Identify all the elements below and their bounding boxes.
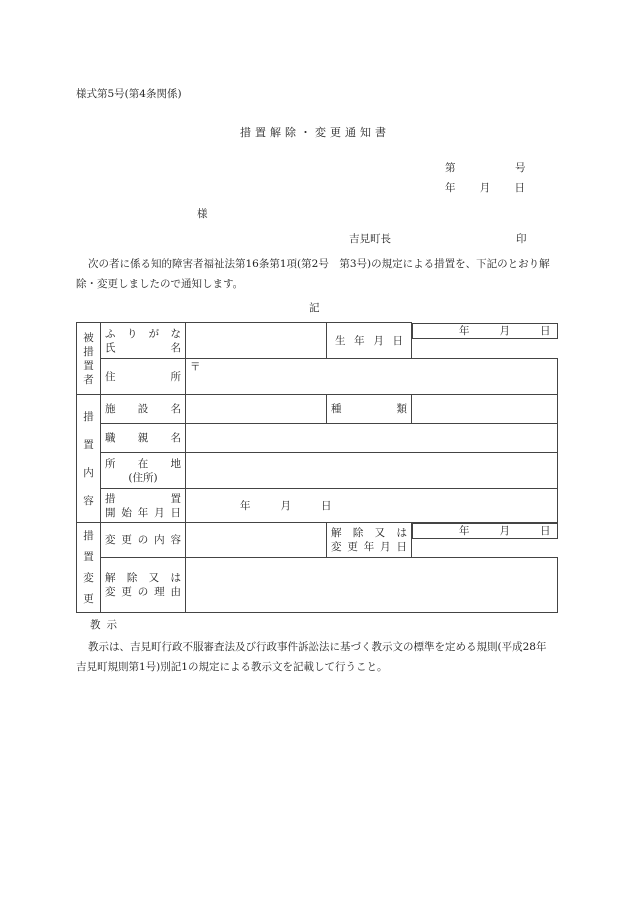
reason-label: 解 除 又 は 変 更 の 理 由 [101, 558, 186, 613]
addressee-suffix: 様 [197, 208, 208, 220]
guardian-field[interactable] [186, 424, 558, 453]
address-label: 住 所 [101, 359, 186, 395]
ki-heading: 記 [309, 302, 320, 314]
cancel-date-field[interactable]: 年 月 日 [412, 523, 558, 539]
birthdate-label: 生 年 月 日 [327, 323, 412, 359]
number-label: 第 [445, 162, 456, 174]
kyoji-body: 教示は、吉見町行政不服審査法及び行政事件訴訟法に基づく教示文の標準を定める規則(平成28年吉見町規則第1号)別記1の規定による教示文を記載して行うこと。 [76, 641, 547, 673]
cancel-date-label: 解 除 又 は 変 更 年 月 日 [327, 523, 412, 558]
facility-field[interactable] [186, 395, 327, 424]
year-label: 年 [445, 182, 456, 194]
name-sub-label: 氏 名 [105, 341, 181, 354]
address-field[interactable] [186, 359, 558, 395]
location-field[interactable] [186, 453, 558, 489]
issue-date [445, 180, 525, 195]
section-measure: 措 置 内 容 [77, 395, 101, 523]
notice-table [76, 322, 558, 613]
guardian-label: 職 親 名 [101, 424, 186, 453]
notice-body: 次の者に係る知的障害者福祉法第16条第1項(第2号 第3号)の規定による措置を、下記のとおり解除・変更しましたので通知します。 [76, 258, 550, 290]
sender-name: 吉見町長 [349, 233, 391, 245]
section-change: 措 置 変 更 [77, 523, 101, 613]
type-label: 種 類 [327, 395, 412, 424]
furigana-label: ふ り が な [105, 327, 181, 340]
start-date-label: 措 置 開 始 年 月 日 [101, 489, 186, 523]
location-label: 所 在 地 (住所) [101, 453, 186, 489]
postal-mark: 〒 [190, 361, 201, 373]
seal-mark: 印 [516, 233, 527, 245]
name-field[interactable] [186, 323, 327, 359]
reason-field[interactable] [186, 558, 558, 613]
number-suffix: 号 [515, 162, 526, 174]
day-label: 日 [514, 182, 525, 194]
name-label [101, 323, 186, 359]
document-title: 措置解除・変更通知書 [240, 126, 390, 139]
form-number: 様式第5号(第4条関係) [76, 88, 182, 100]
change-content-label: 変 更 の 内 容 [101, 523, 186, 558]
birthdate-field[interactable]: 年 月 日 [412, 323, 558, 339]
kyoji-heading: 教示 [90, 619, 123, 631]
section-person: 被 措 置 者 [77, 323, 101, 395]
month-label: 月 [479, 182, 491, 194]
type-field[interactable] [412, 395, 558, 424]
start-date-field[interactable]: 年 月 日 [186, 489, 558, 523]
change-content-field[interactable] [186, 523, 327, 558]
facility-label: 施 設 名 [101, 395, 186, 424]
